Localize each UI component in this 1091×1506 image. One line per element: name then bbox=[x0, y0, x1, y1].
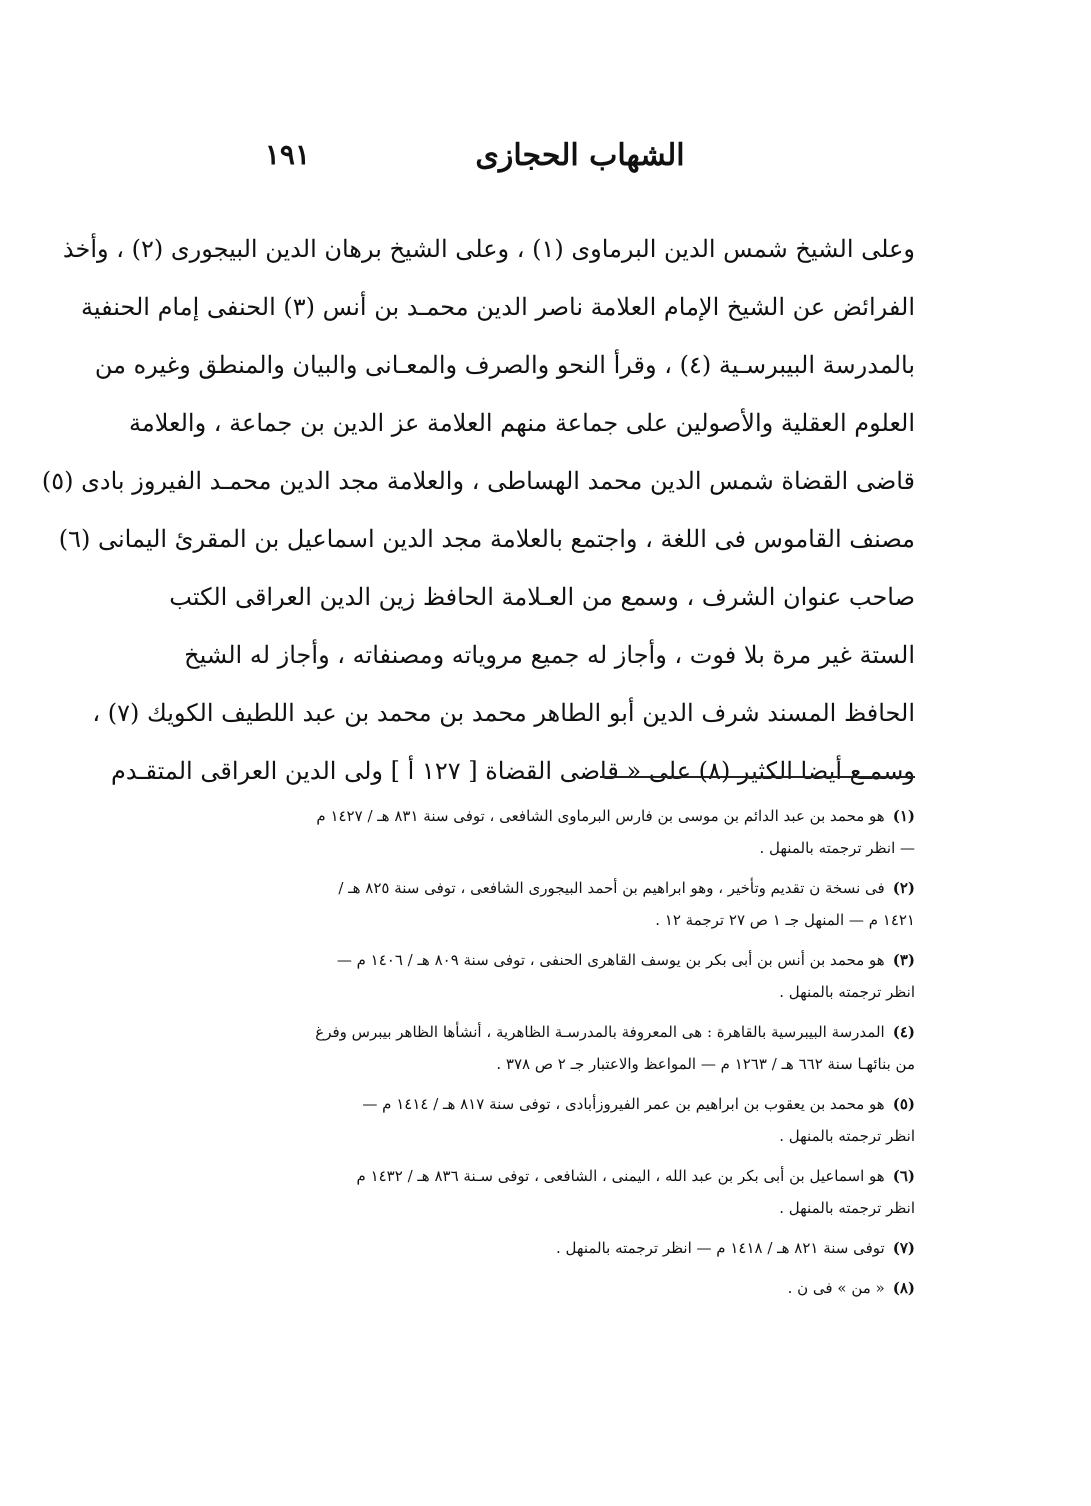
footnotes bbox=[255, 800, 915, 1312]
text-line: وعلى الشيخ شمس الدين البرماوى (١) ، وعلى الشيخ برهان الدين البيجورى (٢) ، وأخذ bbox=[62, 235, 915, 263]
text-line: صاحب عنوان الشرف ، وسمع من العـلامة الحافظ زين الدين العراقى الكتب bbox=[169, 583, 915, 611]
footnote-number: (٧) bbox=[892, 1239, 915, 1257]
main-text bbox=[41, 220, 915, 800]
footnote-6 bbox=[255, 1160, 915, 1224]
page-number: ١٩١ bbox=[264, 138, 310, 171]
footnote-text: فى نسخة ن تقديم وتأخير ، وهو ابراهيم بن أحمد البيجورى الشافعى ، توفى سنة ٨٢٥ هـ / bbox=[338, 879, 885, 897]
footnote-text: ١٤٢١ م — المنهل جـ ١ ص ٢٧ ترجمة ١٢ . bbox=[655, 911, 915, 929]
footnote-divider bbox=[600, 776, 915, 778]
text-line: الفرائض عن الشيخ الإمام العلامة ناصر الدين محمـد بن أنس (٣) الحنفى إمام الحنفية bbox=[80, 293, 915, 321]
text-line: قاضى القضاة شمس الدين محمد الهساطى ، والعلامة مجد الدين محمـد الفيروز بادى (٥) bbox=[41, 467, 915, 495]
footnote-text: انظر ترجمته بالمنهل . bbox=[779, 1127, 915, 1145]
footnote-text: هو اسماعيل بن أبى بكر بن عبد الله ، اليمنى ، الشافعى ، توفى سـنة ٨٣٦ هـ / ١٤٣٢ م bbox=[356, 1167, 885, 1185]
text-line: الستة غير مرة بلا فوت ، وأجاز له جميع مروياته ومصنفاته ، وأجاز له الشيخ bbox=[184, 641, 915, 669]
page-header bbox=[240, 138, 920, 198]
footnote-1 bbox=[255, 800, 915, 864]
footnote-8 bbox=[255, 1272, 915, 1304]
footnote-2 bbox=[255, 872, 915, 936]
footnote-number: (٤) bbox=[892, 1023, 915, 1041]
footnote-text: انظر ترجمته بالمنهل . bbox=[779, 1199, 915, 1217]
footnote-3 bbox=[255, 944, 915, 1008]
footnote-text: انظر ترجمته بالمنهل . bbox=[779, 983, 915, 1001]
footnote-number: (٥) bbox=[892, 1095, 915, 1113]
text-line: الحافظ المسند شرف الدين أبو الطاهر محمد بن محمد بن عبد اللطيف الكويك (٧) ، bbox=[92, 699, 915, 727]
running-title: الشهاب الحجازى bbox=[475, 138, 685, 173]
footnote-text: المدرسة البيبرسية بالقاهرة : هى المعروفة بالمدرسـة الظاهرية ، أنشأها الظاهر بيبرس وفرغ bbox=[315, 1023, 885, 1041]
footnote-7 bbox=[255, 1232, 915, 1264]
footnote-number: (٦) bbox=[892, 1167, 915, 1185]
text-line: بالمدرسة البيبرسـية (٤) ، وقرأ النحو والصرف والمعـانى والبيان والمنطق وغيره من bbox=[94, 351, 915, 379]
footnote-text: « من » فى ن . bbox=[787, 1279, 885, 1297]
footnote-text: توفى سنة ٨٢١ هـ / ١٤١٨ م — انظر ترجمته بالمنهل . bbox=[556, 1239, 885, 1257]
footnote-5 bbox=[255, 1088, 915, 1152]
footnote-text: — انظر ترجمته بالمنهل . bbox=[759, 839, 915, 857]
footnote-text: هو محمد بن يعقوب بن ابراهيم بن عمر الفيروزأبادى ، توفى سنة ٨١٧ هـ / ١٤١٤ م — bbox=[362, 1095, 885, 1113]
footnote-text: من بنائهـا سنة ٦٦٢ هـ / ١٢٦٣ م — المواعظ والاعتبار جـ ٢ ص ٣٧٨ . bbox=[496, 1055, 915, 1073]
text-line: العلوم العقلية والأصولين على جماعة منهم العلامة عز الدين بن جماعة ، والعلامة bbox=[128, 409, 915, 437]
text-line: مصنف القاموس فى اللغة ، واجتمع بالعلامة مجد الدين اسماعيل بن المقرئ اليمانى (٦) bbox=[58, 525, 915, 553]
footnote-text: هو محمد بن أنس بن أبى بكر بن يوسف القاهرى الحنفى ، توفى سنة ٨٠٩ هـ / ١٤٠٦ م — bbox=[336, 951, 885, 969]
footnote-number: (٢) bbox=[892, 879, 915, 897]
footnote-number: (٨) bbox=[892, 1279, 915, 1297]
footnote-4 bbox=[255, 1016, 915, 1080]
footnote-text: هو محمد بن عبد الدائم بن موسى بن فارس البرماوى الشافعى ، توفى سنة ٨٣١ هـ / ١٤٢٧ م bbox=[316, 807, 885, 825]
footnote-number: (٣) bbox=[892, 951, 915, 969]
footnote-number: (١) bbox=[892, 807, 915, 825]
text-line: وسمـع أيضا الكثير (٨) على « قاضى القضاة [ ١٢٧ أ ] ولى الدين العراقى المتقـدم bbox=[111, 757, 915, 785]
